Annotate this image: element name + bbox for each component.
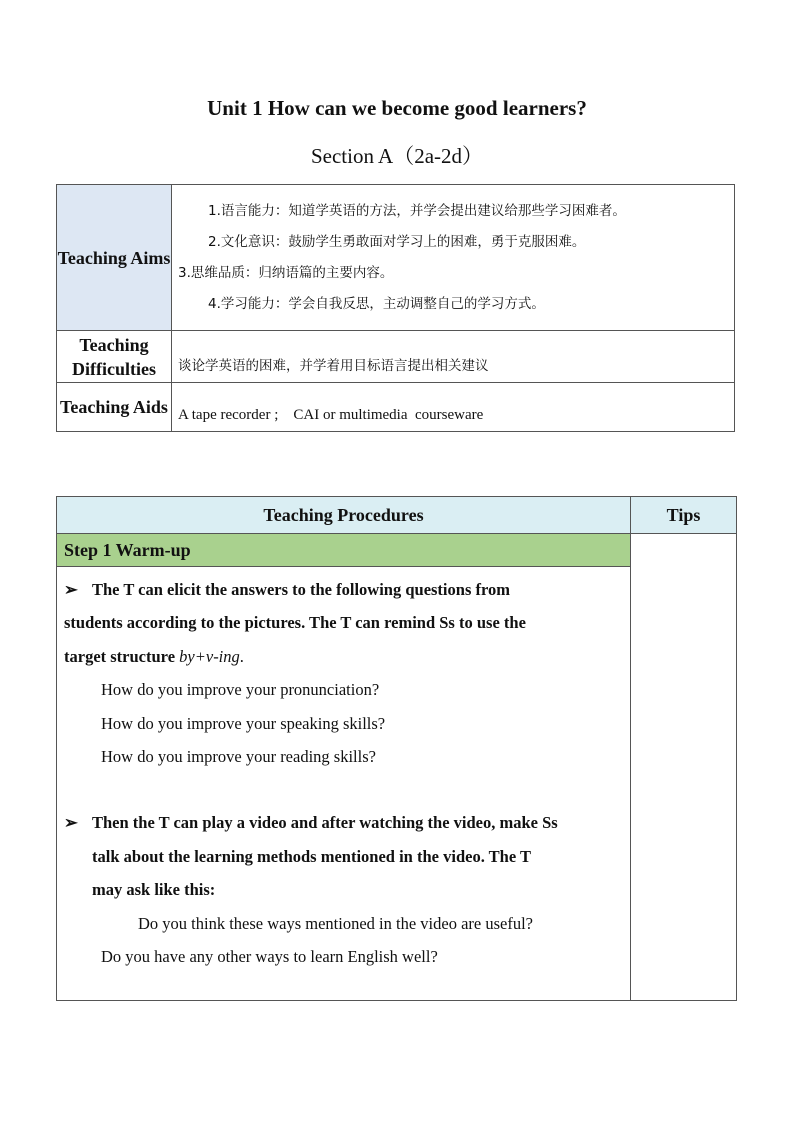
question-a: Do you think these ways mentioned in the video are useful? [138,913,533,933]
aim-item-4: 4.学习能力：学会自我反思，主动调整自己的学习方式。 [208,295,545,312]
para2-line1: ➢ Then the T can play a video and after watching the video, make Ss [64,806,624,839]
aim-item-1: 1.语言能力：知道学英语的方法，并学会提出建议给那些学习困难者。 [208,202,626,219]
arrow-bullet-icon: ➢ [64,813,78,833]
page-title: Unit 1 How can we become good learners? [207,96,587,120]
teaching-info-table [56,184,735,432]
tips-cell [631,534,737,1001]
aim-item-3: 3.思维品质：归纳语篇的主要内容。 [178,264,394,281]
para2-line2: talk about the learning methods mentioned in the video. The T [92,846,531,866]
page-subtitle: Section A（2a-2d） [310,144,484,168]
para1-line2: students according to the pictures. The T can remind Ss to use the [64,613,526,633]
para1-line1: ➢ The T can elicit the answers to the following questions from [64,573,624,606]
question-b: Do you have any other ways to learn English well? [101,947,438,967]
aids-row [57,383,735,432]
aims-content [172,185,735,331]
para2-line3: may ask like this: [92,880,216,900]
arrow-bullet-icon: ➢ [64,580,78,599]
question-item-1: How do you improve your pronunciation? [101,680,380,700]
aim-item-2: 2.文化意识：鼓励学生勇敢面对学习上的困难，勇于克服困难。 [208,233,586,250]
step-body [57,567,631,1001]
step-row [57,534,737,567]
step-title: Step 1 Warm-up [57,534,631,567]
spacer [64,773,624,806]
para1-line3: target structure by+v-ing. [64,646,244,666]
difficulties-label: Teaching Difficulties [57,331,172,383]
question-item-2: How do you improve your speaking skills? [101,713,386,733]
procedures-header-row [57,497,737,534]
procedures-table [56,496,737,1001]
tips-header: Tips [631,497,737,534]
aids-content: A tape recorder ; CAI or multimedia courseware [172,383,735,432]
difficulties-row [57,331,735,383]
aims-label: Teaching Aims [57,185,172,331]
aims-row [57,185,735,331]
aids-label: Teaching Aids [57,383,172,432]
question-item-3: How do you improve your reading skills? [101,747,376,767]
difficulties-content: 谈论学英语的困难，并学着用目标语言提出相关建议 [172,331,735,383]
procedures-header: Teaching Procedures [57,497,631,534]
